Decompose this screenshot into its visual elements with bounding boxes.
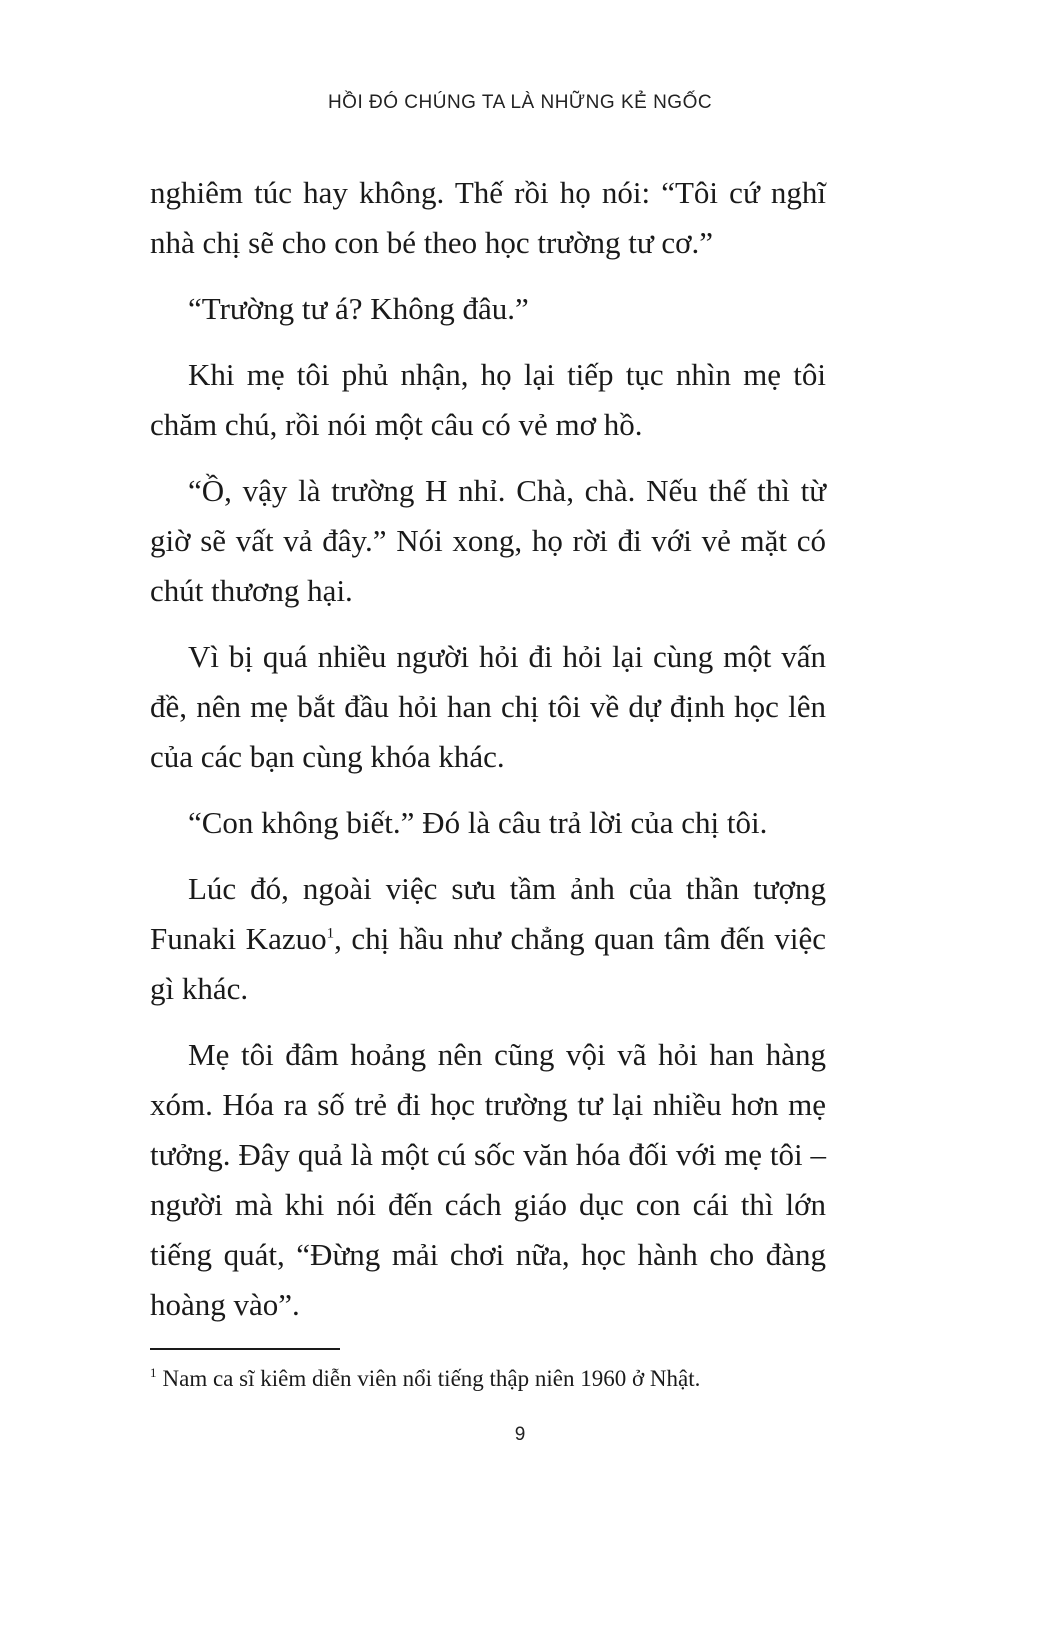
paragraph-7-text-after: , chị hầu như chẳng quan tâm đến việc gì khác. <box>150 921 826 1006</box>
paragraph-6: “Con không biết.” Đó là câu trả lời của chị tôi. <box>188 805 768 840</box>
body-text <box>150 168 826 1346</box>
footnote-reference[interactable]: 1 <box>326 925 335 942</box>
paragraph-8: Mẹ tôi đâm hoảng nên cũng vội vã hỏi han hàng xóm. Hóa ra số trẻ đi học trường tư lại nhiều hơn mẹ tưởng. Đây quả là một cú sốc văn hóa đối với mẹ tôi – người mà khi nói đến cách giáo dục con cái thì lớn tiếng quát, “Đừng mải chơi nữa, học hành cho đàng hoàng vào”. <box>150 1037 826 1322</box>
footnote-text: Nam ca sĩ kiêm diễn viên nổi tiếng thập niên 1960 ở Nhật. <box>162 1366 701 1391</box>
footnote <box>150 1364 850 1394</box>
footnote-marker: 1 <box>150 1365 157 1381</box>
paragraph-7-text-before: Lúc đó, ngoài việc sưu tầm ảnh của thần tượng Funaki Kazuo <box>150 871 826 956</box>
paragraph-3: Khi mẹ tôi phủ nhận, họ lại tiếp tục nhìn mẹ tôi chăm chú, rồi nói một câu có vẻ mơ hồ. <box>150 357 826 442</box>
running-header: HỒI ĐÓ CHÚNG TA LÀ NHỮNG KẺ NGỐC <box>327 92 713 113</box>
page-number: 9 <box>514 1424 526 1445</box>
paragraph-2: “Trường tư á? Không đâu.” <box>188 291 529 326</box>
paragraph-1: nghiêm túc hay không. Thế rồi họ nói: “Tôi cứ nghĩ nhà chị sẽ cho con bé theo học trường tư cơ.” <box>150 175 826 260</box>
paragraph-4: “Ồ, vậy là trường H nhỉ. Chà, chà. Nếu thế thì từ giờ sẽ vất vả đây.” Nói xong, họ rời đi với vẻ mặt có chút thương hại. <box>150 473 826 608</box>
paragraph-7 <box>150 864 826 1014</box>
footnote-divider <box>150 1348 340 1350</box>
paragraph-5: Vì bị quá nhiều người hỏi đi hỏi lại cùng một vấn đề, nên mẹ bắt đầu hỏi han chị tôi về dự định học lên của các bạn cùng khóa khác. <box>150 639 826 774</box>
